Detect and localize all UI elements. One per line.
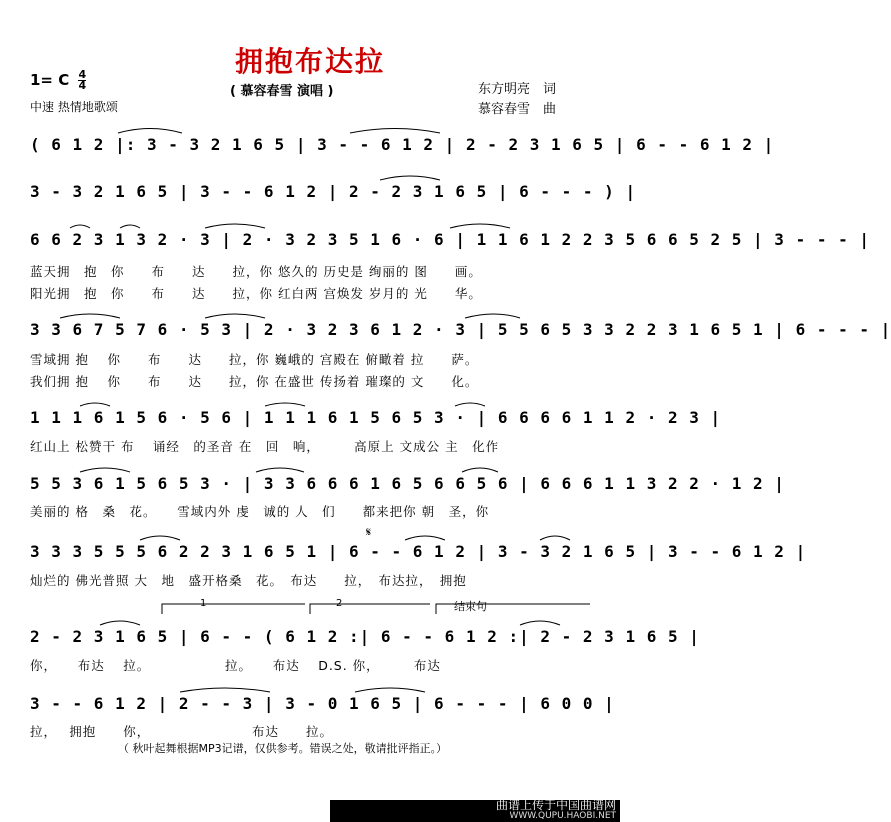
volta-2-label: 2 xyxy=(336,598,343,609)
slur xyxy=(350,129,440,134)
lyrics-line-3a: 蓝天拥 抱 你 布 达 拉，你 悠久的 历史是 绚丽的 图 画。 xyxy=(30,264,482,279)
slur xyxy=(60,314,120,318)
lyrics-line-6: 美丽的 格 桑 花。 雪域内外 虔 诚的 人 们 都来把你 朝 圣，你 xyxy=(30,504,490,519)
lyrics-line-4a: 雪域拥 抱 你 布 达 拉，你 巍峨的 宫殿在 俯瞰着 拉 萨。 xyxy=(30,352,479,367)
slur xyxy=(70,225,90,228)
slur xyxy=(355,688,425,692)
site-name: 曲谱上传于中国曲谱网 xyxy=(495,798,616,812)
slur xyxy=(520,621,560,625)
site-footer-banner[interactable] xyxy=(330,800,620,822)
score-line-7: 3 3 3 5 5 5 6 2 2 3 1 6 5 1 | 6 - - 6 1 2 | 3 - 3 2 1 6 5 | 3 - - 6 1 2 | xyxy=(30,542,807,561)
slur xyxy=(450,224,510,228)
score-line-3: 6 6 2 3 1 3 2 · 3 | 2 · 3 2 3 5 1 6 · 6 | 1 1 6 1 2 2 3 5 6 6 5 2 5 | 3 - - - | xyxy=(30,230,870,249)
time-sig-bottom: 4 xyxy=(78,79,87,92)
slur xyxy=(205,224,265,228)
lyrics-line-4b: 我们拥 抱 你 布 达 拉，你 在盛世 传扬着 璀璨的 文 化。 xyxy=(30,374,479,389)
song-title: 拥抱布达拉 xyxy=(234,45,385,78)
slur xyxy=(540,536,570,540)
slur xyxy=(180,688,270,692)
slur xyxy=(80,403,110,406)
lyricist-credit: 东方明亮 词 xyxy=(478,82,557,97)
performer-line: ( 慕容春雪 演唱 ) xyxy=(230,84,334,99)
slur xyxy=(405,536,445,540)
transcription-footnote: （ 秋叶起舞根据MP3记谱，仅供参考。错误之处，敬请批评指正。） xyxy=(118,742,448,755)
score-line-9: 3 - - 6 1 2 | 2 - - 3 | 3 - 0 1 6 5 | 6 - - - | 6 0 0 | xyxy=(30,694,615,713)
site-url: WWW.QUPU.HAOBI.NET xyxy=(509,811,616,821)
composer-credit: 慕容春雪 曲 xyxy=(478,102,557,117)
slur xyxy=(100,621,140,625)
slur xyxy=(205,314,265,318)
score-line-1: ( 6 1 2 |: 3 - 3 2 1 6 5 | 3 - - 6 1 2 | 2 - 2 3 1 6 5 | 6 - - 6 1 2 | xyxy=(30,135,775,154)
volta-bracket-1 xyxy=(162,604,305,614)
slur xyxy=(380,176,440,180)
score-line-2: 3 - 3 2 1 6 5 | 3 - - 6 1 2 | 2 - 2 3 1 6 5 | 6 - - - ) | xyxy=(30,182,637,201)
slur xyxy=(265,403,305,406)
slur xyxy=(118,129,182,134)
key-label: 1= C xyxy=(30,71,70,89)
volta-bracket-2 xyxy=(310,604,430,614)
lyrics-line-3b: 阳光拥 抱 你 布 达 拉，你 红白两 宫焕发 岁月的 光 华。 xyxy=(30,286,482,301)
lyrics-line-9: 拉， 拥抱 你， 布达 拉。 xyxy=(30,724,333,739)
slur xyxy=(140,536,180,540)
time-sig-top: 4 xyxy=(78,68,87,81)
score-line-8: 2 - 2 3 1 6 5 | 6 - - ( 6 1 2 :| 6 - - 6 1 2 :| 2 - 2 3 1 6 5 | xyxy=(30,627,700,646)
volta-1-label: 1 xyxy=(200,598,207,609)
slur xyxy=(80,468,130,472)
lyrics-line-7: 灿烂的 佛光普照 大 地 盛开格桑 花。 布达 拉， 布达拉， 拥抱 xyxy=(30,573,467,588)
tempo-marking: 中速 热情地歌颂 xyxy=(30,100,118,114)
segno-icon: 𝄋 xyxy=(366,525,372,539)
lyrics-line-8: 你， 布达 拉。 拉。 布达 D.S. 你， 布达 xyxy=(30,658,441,673)
coda-bracket xyxy=(436,604,590,614)
slur xyxy=(120,225,140,228)
score-line-6: 5 5 3 6 1 5 6 5 3 · | 3 3 6 6 6 1 6 5 6 6 5 6 | 6 6 6 1 1 3 2 2 · 1 2 | xyxy=(30,474,785,493)
coda-label: 结束句 xyxy=(454,600,487,613)
slur xyxy=(256,468,304,472)
lyrics-line-5: 红山上 松赞干 布 诵经 的圣音 在 回 响， 高原上 文成公 主 化作 xyxy=(30,439,500,454)
score-line-5: 1 1 1 6 1 5 6 · 5 6 | 1 1 1 6 1 5 6 5 3 · | 6 6 6 6 1 1 2 · 2 3 | xyxy=(30,408,722,427)
score-line-4: 3 3 6 7 5 7 6 · 5 3 | 2 · 3 2 3 6 1 2 · 3 | 5 5 6 5 3 3 2 2 3 1 6 5 1 | 6 - - - | xyxy=(30,320,891,339)
slur xyxy=(455,403,485,406)
slur xyxy=(462,468,498,472)
slur xyxy=(465,314,520,318)
